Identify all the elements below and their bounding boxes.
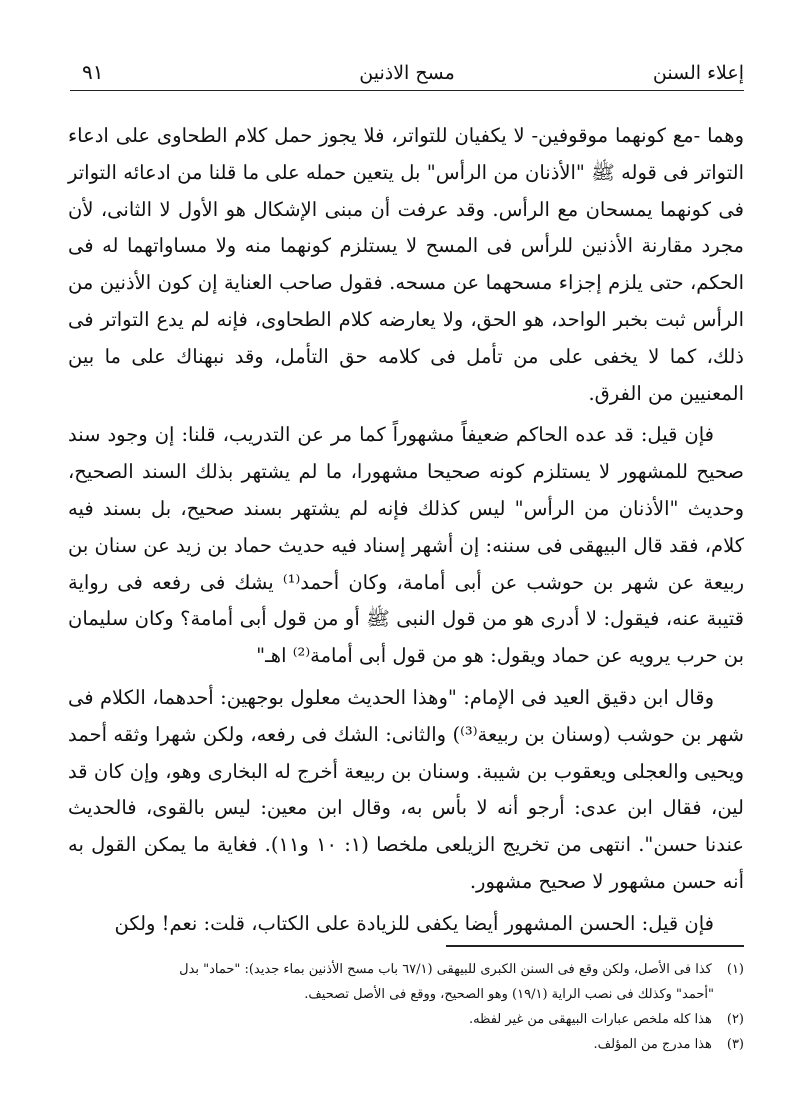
- paragraph-4: فإن قيل: الحسن المشهور أيضا يكفى للزيادة على الكتاب، قلت: نعم! ولكن: [114, 911, 714, 935]
- footnote-number: (١): [726, 962, 744, 977]
- page-header: [70, 50, 744, 91]
- footnote-number: (٢): [726, 1012, 744, 1027]
- book-title: إعلاء السنن: [652, 62, 744, 84]
- footnote-text: كذا فى الأصل، ولكن وقع فى السنن الكبرى للبيهقى (٦٧/١ باب مسح الأذنين بماء جديد): "حماد" بدل: [179, 962, 712, 977]
- main-text: [68, 118, 744, 948]
- paragraph-3: وقال ابن دقيق العيد فى الإمام: "وهذا الحديث معلول بوجهين: أحدهما، الكلام فى شهر بن حوشب (وسنان بن ربيعة⁽³⁾) والثانى: الشك فى رفعه، ولكن شهرا وثقه أحمد ويحيى والعجلى ويعقوب بن شيبة. وسنان بن ربيعة أخرج له البخارى وهو، وإن كان قد لين، فقال ابن عدى: أرجو أنه لا بأس به، وقال ابن معين: ليس بالقوى، فالحديث عندنا حسن". انتهى من تخريج الزيلعى ملخصا (١: ١٠ و١١). فغاية ما يمكن القول به أنه حسن مشهور لا صحيح مشهور.: [68, 685, 744, 893]
- paragraph-2: فإن قيل: قد عده الحاكم ضعيفاً مشهوراً كما مر عن التدريب، قلنا: إن وجود سند صحيح للمشهور لا يستلزم كونه صحيحا مشهورا، ما لم يشتهر بذلك السند الصحيح، وحديث "الأذنان من الرأس" ليس كذلك فإنه لم يشتهر بسند صحيح، بل بسند فيه كلام، فقد قال البيهقى فى سننه: إن أشهر إسناد فيه حديث حماد بن زيد عن سنان بن ربيعة عن شهر بن حوشب عن أبى أمامة، وكان أحمد⁽¹⁾ يشك فى رفعه فى رواية قتيبة عنه، فيقول: لا أدرى هو من قول النبى ﷺ أو من قول أبى أمامة؟ وكان سليمان بن حرب يرويه عن حماد ويقول: هو من قول أبى أمامة⁽²⁾ اهـ": [68, 423, 744, 668]
- footnote-1: [68, 957, 744, 982]
- footnote-3: [68, 1032, 744, 1057]
- footnotes: [68, 957, 744, 1057]
- paragraph-1: وهما -مع كونهما موقوفين- لا يكفيان للتواتر، فلا يجوز حمل كلام الطحاوى على ادعاء التواتر فى قوله ﷺ "الأذنان من الرأس" بل يتعين حمله على ما قلنا من ادعائه التواتر فى كونهما يمسحان مع الرأس. وقد عرفت أن مبنى الإشكال هو الأول لا الثانى، لأن مجرد مقارنة الأذنين للرأس فى المسح لا يستلزم كونهما منه ولا مساواتهما له فى الحكم، حتى يلزم إجزاء مسحهما عن مسحه. فقول صاحب العناية إن كون الأذنين من الرأس ثبت بخبر الواحد، هو الحق، ولا يعارضه كلام الطحاوى، فإنه لم يدع التواتر فى ذلك، كما لا يخفى على من تأمل فى كلامه حق التأمل، وقد نبهناك على ما بين المعنيين من الفرق.: [68, 124, 744, 405]
- footnote-2: [68, 1007, 744, 1032]
- footnote-separator: [446, 945, 744, 947]
- footnote-text: هذا كله ملخص عبارات البيهقى من غير لفظه.: [468, 1012, 712, 1027]
- page-number: ٩١: [82, 60, 104, 84]
- footnote-1-continuation: "أحمد" وكذلك فى نصب الراية (١٩/١) وهو الصحيح، ووقع فى الأصل تصحيف.: [304, 987, 714, 1002]
- chapter-title: مسح الاذنين: [359, 62, 455, 84]
- footnote-text: هذا مدرج من المؤلف.: [593, 1037, 712, 1052]
- footnote-number: (٣): [726, 1037, 744, 1052]
